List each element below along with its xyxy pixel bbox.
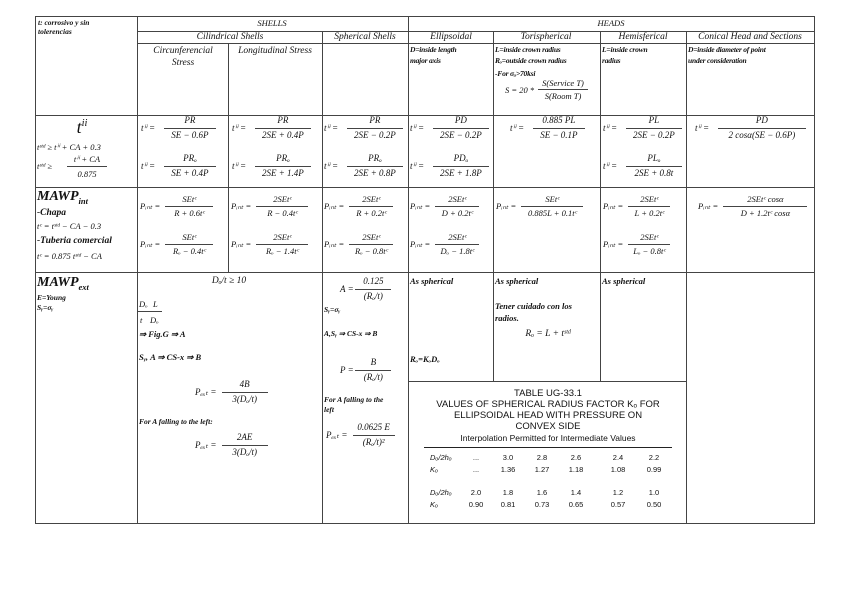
p-con-den: D + 1.2tᶜ cosα: [740, 208, 791, 218]
t-hemi-2-den: 2SE + 0.8t: [634, 168, 674, 178]
tori-note-care-2: radios.: [495, 313, 519, 323]
t-sph-2-num: PRₒ: [368, 153, 382, 163]
p-sph-2-bar: [349, 244, 393, 245]
p-tori-lhs: Pᵢₙₜ =: [496, 200, 517, 211]
grid-line: [228, 43, 229, 273]
con-note-2: under consideration: [688, 56, 747, 65]
p-tori-den: 0.885L + 0.1tᶜ: [527, 208, 577, 218]
t-hemi-2-lhs: tⁱⁱ =: [603, 160, 618, 171]
tori-s-lhs: S = 20 *: [505, 85, 535, 95]
p-ell-1-num: 2SEtᶜ: [448, 193, 467, 204]
mawp-ext-label: [37, 276, 89, 291]
cyl-fig-chain: ⇒ Fig.G ⇒ A: [139, 329, 186, 339]
mawp-int-sub: int: [78, 195, 88, 206]
p-circ-2-bar: [165, 244, 213, 245]
t-sph-1-num: PR: [369, 115, 381, 125]
p-con-lhs: Pᵢₙₜ =: [698, 200, 719, 211]
torispherical-header: Torispherical: [520, 32, 572, 42]
t-tori-bar: [533, 128, 585, 129]
p-ell-2-den: Dₒ − 1.8tᶜ: [440, 246, 475, 256]
t-ell-2-lhs: tⁱⁱ =: [410, 160, 425, 171]
tori-s-formula: [505, 86, 534, 95]
grid-line: [35, 16, 814, 17]
p-ell-2-lhs: Pᵢₙₜ =: [410, 238, 431, 249]
spherical-header: Spherical Shells: [334, 32, 396, 42]
tori-s-num: S(Service T): [542, 78, 584, 88]
t-circ-2-bar: [164, 166, 216, 167]
p-sph-1-bar: [349, 206, 393, 207]
e-sph-pext-num: 0.0625 E: [357, 422, 390, 432]
mawp-int-text: MAWP: [37, 189, 79, 204]
ug33-cell: 0.99: [646, 465, 662, 474]
ug33-rule: [424, 447, 672, 448]
t-ell-1-den: 2SE − 0.2P: [439, 130, 482, 140]
ug33-cell: ...: [472, 453, 480, 462]
t-ell-1-lhs: tⁱⁱ =: [410, 122, 425, 133]
grid-line: [493, 31, 494, 382]
shells-header: SHELLS: [257, 18, 287, 28]
t-sph-1-bar: [347, 128, 403, 129]
t-sph-1-den: 2SE − 0.2P: [353, 130, 396, 140]
p-circ-2-num: SEtᶜ: [182, 231, 197, 242]
p-circ-1-lhs: Pᵢₙₜ =: [140, 200, 161, 211]
chapa-label: -Chapa: [37, 208, 67, 218]
ug33-cell: 1.4: [570, 488, 582, 497]
grid-line: [137, 16, 138, 524]
tori-note-1: L=inside crown radius: [495, 45, 561, 54]
t-hemi-1-lhs: tⁱⁱ =: [603, 122, 618, 133]
t-hemi-2-bar: [626, 166, 682, 167]
ug33-row-header: Dₒ/2hₒ: [430, 453, 452, 462]
ug33-cell: 0.81: [500, 500, 516, 509]
e-sph-P-num: B: [370, 357, 377, 367]
fraction-bar: [67, 166, 107, 167]
ug33-cell: 2.0: [470, 488, 482, 497]
ug33-cell: 3.0: [502, 453, 514, 462]
chapa-formula: tᶜ = tˢᵗᵈ − CA − 0.3: [37, 221, 102, 231]
ell-as-spherical: As spherical: [410, 276, 454, 286]
p-long-1-den: R − 0.4tᶜ: [267, 208, 298, 218]
e-sph-pext-den: (Rₒ/t)²: [362, 437, 385, 447]
e-cyl-pext-lhs: Pₑₓₜ =: [195, 386, 217, 397]
p-sph-1-lhs: Pᵢₙₜ =: [324, 200, 345, 211]
t-long-1-num: PR: [277, 115, 289, 125]
grid-line: [35, 16, 36, 524]
tori-note-3: -For σᵤ>70ksi: [495, 69, 536, 78]
young-label: E=Young: [37, 293, 66, 302]
t-circ-1-bar: [164, 128, 216, 129]
p-hemi-1-lhs: Pᵢₙₜ =: [603, 200, 624, 211]
ug33-row-header: Dₒ/2hₒ: [430, 488, 452, 497]
e-cyl-pext2-num: 2AE: [236, 432, 253, 442]
e-sph-A-bar: [355, 289, 391, 290]
e-sph-P-den: (Rₒ/t): [363, 372, 383, 382]
t-con-den: 2 cosα(SE − 0.6P): [728, 130, 796, 140]
p-long-2-num: 2SEtᶜ: [273, 231, 292, 242]
grid-line: [408, 16, 409, 524]
p-sph-1-den: R + 0.2tᶜ: [356, 208, 387, 218]
ug33-cell: 2.6: [570, 453, 582, 462]
e-sph-pext-bar: [353, 435, 395, 436]
t-hemi-1-bar: [626, 128, 682, 129]
cyl-frac2-num: L: [153, 299, 158, 309]
circ-stress-label-2: Stress: [171, 58, 195, 68]
thickness-cond-2-lhs: tˢᵗᵈ ≥: [37, 161, 53, 171]
p-hemi-1-num: 2SEtᶜ: [640, 193, 659, 204]
corner-note-2: tolerencias: [38, 27, 72, 36]
p-con-num: 2SEtᶜ cosα: [747, 193, 784, 204]
grid-line: [600, 31, 601, 382]
mawp-int-label: [37, 190, 88, 205]
p-long-1-num: 2SEtᶜ: [273, 193, 292, 204]
e-cyl-pext2-den: 3(Dₒ/t): [232, 447, 257, 457]
t-con-bar: [718, 128, 806, 129]
ug33-cell: 2.8: [536, 453, 548, 462]
p-ell-1-den: D + 0.2tᶜ: [441, 208, 474, 218]
p-circ-1-num: SEtᶜ: [182, 193, 197, 204]
t-sph-2-lhs: tⁱⁱ =: [324, 160, 339, 171]
t-con-num: PD: [755, 115, 768, 125]
hemi-note-1: L=inside crown: [602, 45, 648, 54]
tori-s-den: S(Room T): [544, 91, 582, 101]
ug33-cell: 1.18: [568, 465, 584, 474]
ellip-note-2: major axis: [410, 56, 441, 65]
p-hemi-1-den: L + 0.2tᶜ: [634, 208, 665, 218]
ellipsoidal-header: Ellipsoidal: [430, 32, 472, 42]
tori-note-2: Rₒ=outside crown radius: [495, 56, 567, 65]
t-long-2-bar: [255, 166, 311, 167]
ug33-cell: 2.4: [612, 453, 624, 462]
corner-note-1: t: corrosivo y sin: [38, 18, 90, 27]
sy-label: Sᵧ=σᵧ: [37, 303, 54, 312]
t-long-1-lhs: tⁱⁱ =: [232, 122, 247, 133]
tori-ro-formula: Rₒ = L + tˢᵗᵈ: [525, 329, 571, 339]
ug33-subtitle: Interpolation Permitted for Intermediate Values: [460, 433, 636, 443]
t-long-2-num: PRₒ: [276, 153, 290, 163]
t-ell-1-bar: [433, 128, 489, 129]
p-long-2-den: Rₒ − 1.4tᶜ: [265, 246, 299, 256]
t-long-1-den: 2SE + 0.4P: [261, 130, 304, 140]
grid-line: [137, 43, 814, 44]
tori-note-care-1: Tener cuidado con los: [495, 301, 572, 311]
t-sph-2-bar: [347, 166, 403, 167]
thickness-label: [77, 118, 88, 136]
cyl-left-note: For A falling to the left:: [139, 417, 213, 426]
e-cyl-pext2-lhs: Pₑₓₜ =: [195, 439, 217, 450]
grid-line: [408, 381, 686, 382]
ug33-cell: 1.0: [648, 488, 660, 497]
fraction-bar: [538, 89, 588, 90]
thickness-t: t: [76, 117, 82, 137]
ug33-cell: 0.57: [610, 500, 626, 509]
ug33-cell: 1.08: [610, 465, 626, 474]
grid-line: [814, 16, 815, 524]
cyl-frac1-num: Dₒ: [139, 299, 148, 309]
thickness-sup: ii: [81, 118, 88, 129]
grid-line: [35, 523, 814, 524]
t-ell-2-den: 2SE + 1.8P: [439, 168, 482, 178]
p-hemi-2-bar: [628, 244, 670, 245]
t-hemi-1-num: PL: [648, 115, 660, 125]
ug33-cell: 0.65: [568, 500, 584, 509]
p-long-1-bar: [256, 206, 308, 207]
conical-header: Conical Head and Sections: [698, 32, 802, 42]
e-cyl-pext2-bar: [222, 445, 268, 446]
e-sph-pext-lhs: Pₑₓₜ =: [326, 429, 348, 440]
hemi-as-spherical: As spherical: [602, 276, 646, 286]
sph-sy: Sᵧ=σᵧ: [324, 305, 341, 314]
tuberia-formula: tᶜ = 0.875 tˢᵗᵈ − CA: [37, 251, 102, 261]
p-long-1-lhs: Pᵢₙₜ =: [231, 200, 252, 211]
mawp-ext-sub: ext: [78, 281, 89, 292]
p-sph-2-lhs: Pᵢₙₜ =: [324, 238, 345, 249]
p-sph-2-den: Rₒ − 0.8tᶜ: [354, 246, 388, 256]
t-circ-2-den: SE + 0.4P: [171, 168, 209, 178]
con-note-1: D=inside diameter of point: [688, 45, 766, 54]
t-ell-1-num: PD: [454, 115, 467, 125]
ug33-row-header: Kₒ: [430, 500, 438, 509]
ug33-cell: 1.36: [500, 465, 516, 474]
t-sph-2-den: 2SE + 0.8P: [353, 168, 396, 178]
ug33-cell: 0.50: [646, 500, 662, 509]
p-ell-1-bar: [435, 206, 479, 207]
long-stress-label: Longitudinal Stress: [238, 46, 312, 56]
p-ell-1-lhs: Pᵢₙₜ =: [410, 200, 431, 211]
t-circ-1-num: PR: [184, 115, 196, 125]
tori-as-spherical: As spherical: [495, 276, 539, 286]
tuberia-label: -Tuberia comercial: [37, 236, 112, 246]
t-circ-2-lhs: tⁱⁱ =: [141, 160, 156, 171]
e-sph-P-lhs: P =: [340, 364, 354, 375]
e-sph-P-bar: [355, 370, 391, 371]
ug33-cell: 1.8: [502, 488, 514, 497]
p-long-2-bar: [256, 244, 308, 245]
p-circ-1-bar: [165, 206, 213, 207]
grid-line: [35, 272, 814, 273]
e-cyl-pext-num: 4B: [239, 379, 250, 389]
ug33-cell: 0.90: [468, 500, 484, 509]
p-con-bar: [723, 206, 807, 207]
t-con-lhs: tⁱⁱ =: [695, 122, 710, 133]
e-cyl-pext-den: 3(Dₒ/t): [232, 394, 257, 404]
ug33-cell: 1.6: [536, 488, 548, 497]
t-long-1-bar: [255, 128, 311, 129]
sph-left-2: left: [324, 405, 334, 414]
p-circ-2-lhs: Pᵢₙₜ =: [140, 238, 161, 249]
p-tori-bar: [521, 206, 583, 207]
p-ell-2-num: 2SEtᶜ: [448, 231, 467, 242]
t-circ-1-lhs: tⁱⁱ =: [141, 122, 156, 133]
cyl-frac2-den: Dₒ: [150, 315, 159, 325]
t-ell-2-bar: [433, 166, 489, 167]
ug33-cell: 1.2: [612, 488, 624, 497]
grid-line: [35, 115, 814, 116]
p-ell-2-bar: [435, 244, 479, 245]
cyl-sy-chain: Sᵧ, A ⇒ CS-x ⇒ B: [139, 352, 202, 362]
fraction-bar: [138, 311, 162, 312]
cyl-frac1-den: t: [140, 315, 143, 325]
t-tori-den: SE − 0.1P: [540, 130, 578, 140]
p-hemi-2-num: 2SEtᶜ: [640, 231, 659, 242]
p-hemi-2-den: Lₒ − 0.8tᶜ: [633, 246, 666, 256]
p-hemi-1-bar: [628, 206, 670, 207]
t-long-2-lhs: tⁱⁱ =: [232, 160, 247, 171]
ell-ro: Rₒ=KₒDₒ: [410, 354, 440, 364]
grid-line: [322, 31, 323, 524]
e-sph-A-lhs: A =: [340, 283, 354, 294]
ug33-cell: ...: [472, 465, 480, 474]
p-sph-2-num: 2SEtᶜ: [362, 231, 381, 242]
thickness-cond-1: tˢᵗᵈ ≥ tⁱⁱ + CA + 0.3: [37, 142, 101, 152]
p-sph-1-num: 2SEtᶜ: [362, 193, 381, 204]
t-sph-1-lhs: tⁱⁱ =: [324, 122, 339, 133]
ug33-title-1: TABLE UG-33.1: [514, 388, 582, 399]
ug33-title-2: VALUES OF SPHERICAL RADIUS FACTOR Kₒ FOR: [436, 399, 660, 410]
thickness-cond-2-den: 0.875: [77, 169, 97, 179]
cyl-ext-condition: Dₒ/t ≥ 10: [211, 276, 247, 286]
ug33-row-header: Kₒ: [430, 465, 438, 474]
ug33-cell: 2.2: [648, 453, 660, 462]
grid-line: [35, 187, 814, 188]
p-hemi-2-lhs: Pᵢₙₜ =: [603, 238, 624, 249]
hemi-note-2: radius: [602, 56, 621, 65]
sph-left-1: For A falling to the: [324, 395, 384, 404]
circ-stress-label-1: Circunferencial: [153, 46, 213, 56]
t-ell-2-num: PDₒ: [453, 153, 469, 163]
mawp-ext-text: MAWP: [37, 275, 79, 290]
ug33-cell: 0.73: [534, 500, 550, 509]
p-long-2-lhs: Pᵢₙₜ =: [231, 238, 252, 249]
p-circ-2-den: Rₒ − 0.4tᶜ: [172, 246, 206, 256]
t-tori-lhs: tⁱⁱ =: [510, 122, 525, 133]
e-cyl-pext-bar: [222, 392, 268, 393]
t-tori-num: 0.885 PL: [542, 115, 576, 125]
t-hemi-2-num: PLₒ: [647, 153, 661, 163]
ug33-title-4: CONVEX SIDE: [515, 421, 581, 432]
p-circ-1-den: R + 0.6tᶜ: [174, 208, 205, 218]
t-circ-1-den: SE − 0.6P: [171, 130, 209, 140]
p-tori-num: SEtᶜ: [545, 193, 560, 204]
cylindrical-header: Cilindrical Shells: [196, 32, 264, 42]
t-hemi-1-den: 2SE − 0.2P: [632, 130, 675, 140]
heads-header: HEADS: [597, 18, 625, 28]
ellip-note-1: D=inside length: [410, 45, 457, 54]
e-sph-A-num: 0.125: [363, 276, 384, 286]
sph-chain: A,Sᵧ ⇒ CS-x ⇒ B: [324, 329, 378, 338]
grid-line: [686, 31, 687, 524]
e-sph-A-den: (Rₒ/t): [363, 291, 383, 301]
hemispherical-header: Hemisferical: [618, 32, 668, 42]
t-long-2-den: 2SE + 1.4P: [261, 168, 304, 178]
ug33-cell: 1.27: [534, 465, 550, 474]
ug33-title-3: ELLIPSOIDAL HEAD WITH PRESSURE ON: [453, 410, 643, 421]
thickness-cond-2-num: tⁱⁱ + CA: [73, 154, 101, 164]
t-circ-2-num: PRₒ: [183, 153, 197, 163]
